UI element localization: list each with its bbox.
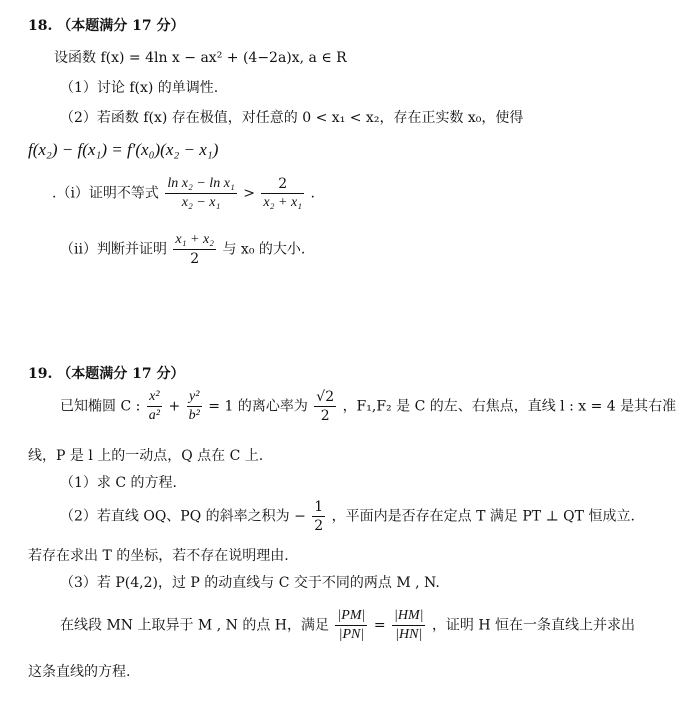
q18-function-def: 设函数 f(x) = 4ln x − ax² + (4−2a)x, a ∈ R [54, 50, 347, 66]
q18-part2i-suffix: . [310, 185, 315, 202]
q18-part2ii [60, 231, 305, 268]
q19-part3: （3）若 P(4,2)，过 P 的动直线与 C 交于不同的两点 M , N. [60, 575, 440, 591]
q19-part2 [60, 498, 635, 535]
q19-intro-a: 已知椭圆 C : [60, 398, 145, 415]
q18-part2i-fraction-left [165, 175, 236, 212]
q19-part3-body-b: ，证明 H 恒在一条直线上并求出 [431, 617, 636, 634]
q18-part2i-prefix: .（i）证明不等式 [52, 185, 159, 202]
q19-intro [60, 388, 676, 425]
q19-intro-y2: y² [187, 388, 202, 407]
q19-part2-a: （2）若直线 OQ、PQ 的斜率之积为 − [60, 508, 306, 525]
q18-part2i-den-right: x₂ + x₁ [263, 195, 303, 210]
q18-part1: （1）讨论 f(x) 的单调性. [60, 80, 219, 96]
q18-part2ii-suffix: 与 x₀ 的大小. [222, 241, 306, 258]
q18-part2ii-den: 2 [190, 251, 200, 267]
q19-part3-eq: = [373, 617, 386, 634]
q19-part2-den: 2 [314, 518, 324, 534]
q18-part2i-num-left: ln x₂ − ln x₁ [165, 175, 236, 194]
q19-header: 19. （本题满分 17 分） [28, 366, 185, 382]
q19-intro-x2: x² [147, 388, 162, 407]
q18-part2i-num-right: 2 [261, 175, 304, 194]
q19-part2-num: 1 [314, 499, 324, 515]
q19-intro-cont: 线，P 是 l 上的一动点，Q 点在 C 上. [28, 448, 264, 464]
q18-part2i-op: > [243, 185, 255, 202]
q18-part2i [52, 175, 315, 212]
q19-intro-b2: b² [188, 408, 200, 423]
q18-part2ii-prefix: （ii）判断并证明 [60, 241, 167, 258]
q19-part3-pm: |PM| [335, 607, 367, 626]
q18-header: 18. （本题满分 17 分） [28, 18, 185, 34]
q18-part2: （2）若函数 f(x) 存在极值，对任意的 0 < x₁ < x₂，存在正实数 x₀，使得 [60, 110, 524, 126]
q19-part3-cont: 这条直线的方程. [28, 664, 131, 680]
q19-part2-b: ，平面内是否存在定点 T 满足 PT ⊥ QT 恒成立. [331, 508, 635, 525]
q19-intro-sqrt2: √2 [316, 389, 335, 405]
q19-part3-pn: |PN| [338, 627, 365, 642]
q19-part2-cont: 若存在求出 T 的坐标，若不存在说明理由. [28, 548, 289, 564]
q19-intro-b: = 1 的离心率为 [208, 398, 308, 415]
q18-part2i-fraction-right [261, 175, 304, 212]
q19-intro-two: 2 [320, 408, 330, 424]
q18-part2ii-num: x₁ + x₂ [173, 231, 216, 250]
q19-part1: （1）求 C 的方程. [60, 475, 177, 491]
q19-part3-body [60, 607, 635, 644]
q19-intro-a2: a² [148, 408, 160, 423]
q19-intro-c: ，F₁,F₂ 是 C 的左、右焦点，直线 l : x = 4 是其右准 [342, 398, 677, 415]
q19-part3-hn: |HN| [395, 627, 423, 642]
q19-part3-hm: |HM| [392, 607, 425, 626]
q19-intro-plus: + [168, 398, 181, 415]
q19-part3-fraction-right [392, 607, 425, 644]
q19-intro-fraction-y [187, 388, 202, 425]
q18-part2i-den-left: x₂ − x₁ [181, 195, 221, 210]
q19-part3-fraction-left [335, 607, 367, 644]
q19-part3-body-a: 在线段 MN 上取异于 M , N 的点 H，满足 [60, 617, 329, 634]
q18-equation: f(x₂) − f(x₁) = f′(x₀)(x₂ − x₁) [28, 140, 219, 159]
q18-part2ii-fraction [173, 231, 216, 268]
q19-intro-fraction-x [147, 388, 162, 425]
q19-intro-eccentricity [314, 388, 336, 425]
q19-part2-fraction [312, 498, 325, 535]
